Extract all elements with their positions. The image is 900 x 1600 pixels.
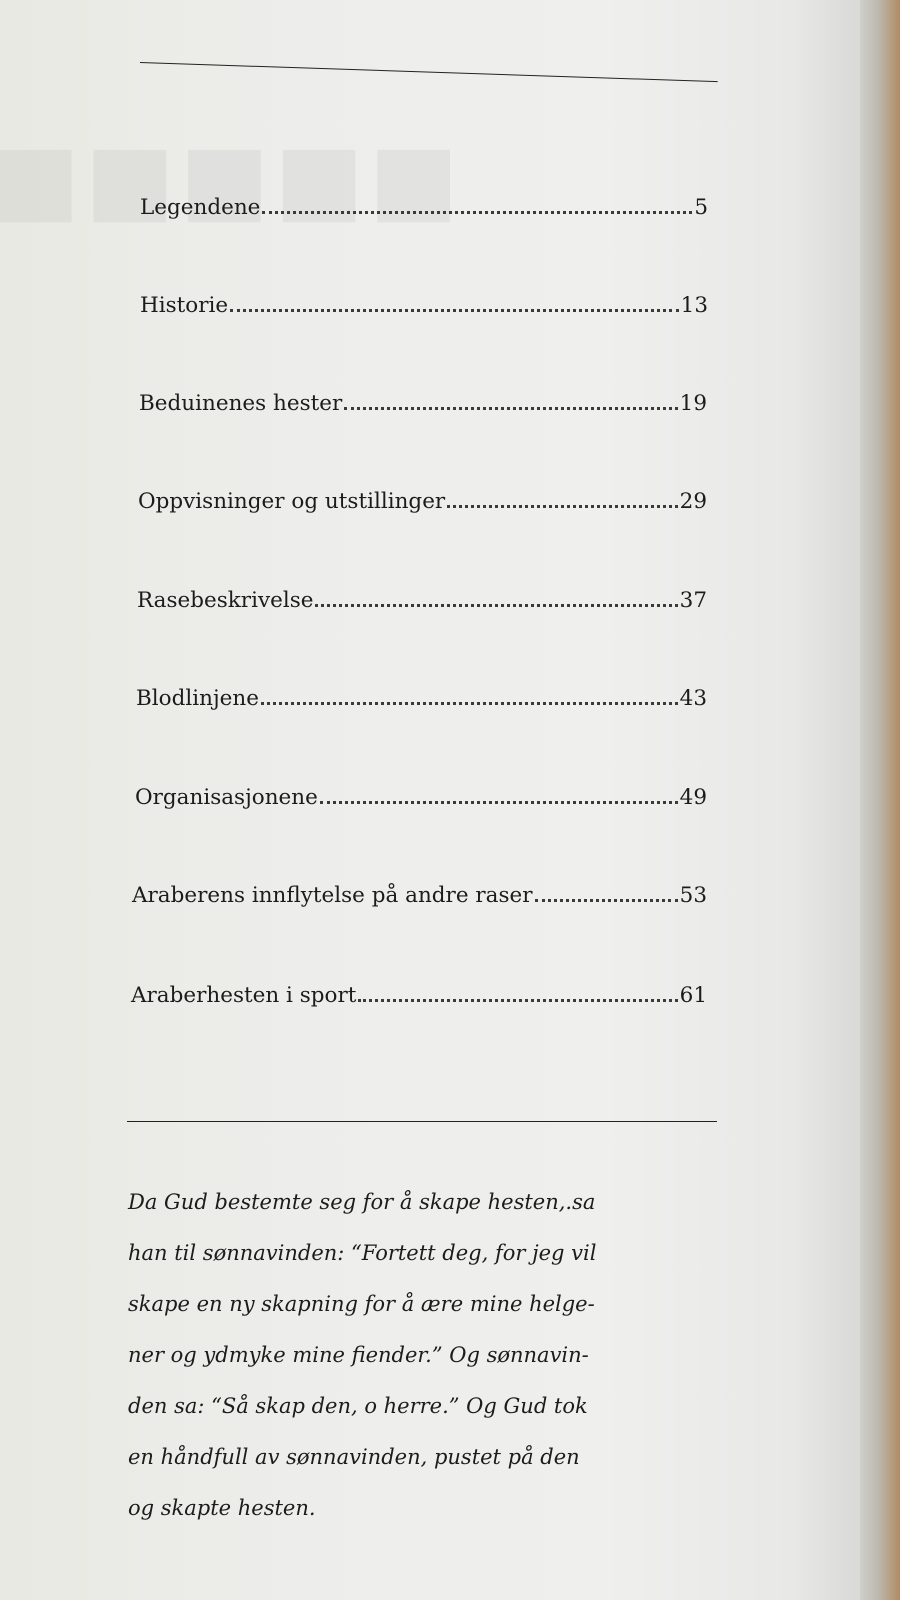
dot-leader <box>535 899 678 902</box>
toc-entry-page: 53 <box>679 882 707 908</box>
toc-entry-page: 43 <box>679 685 707 711</box>
toc-entry-page: 13 <box>680 292 708 318</box>
toc-entry-beduinenes-hester <box>139 378 707 414</box>
dot-leader <box>315 604 677 607</box>
toc-entry-title: Araberens innflytelse på andre raser <box>132 882 533 908</box>
toc-entry-title: Oppvisninger og utstillinger <box>138 488 446 514</box>
toc-entry-title: Blodlinjene <box>136 685 259 711</box>
toc-entry-page: 61 <box>679 982 707 1008</box>
dot-leader <box>261 702 678 705</box>
toc-entry-page: 19 <box>679 390 707 416</box>
toc-entry-page: 49 <box>679 784 707 810</box>
toc-entry-page: 29 <box>679 488 707 514</box>
toc-entry-blodlinjene <box>136 673 707 709</box>
dot-leader <box>230 309 679 312</box>
quote-line: skape en ny skapning for å ære mine helge- <box>128 1292 595 1316</box>
toc-entry-page: 5 <box>694 194 708 220</box>
toc-entry-title: Historie <box>140 292 229 318</box>
toc-entry-title: Legendene <box>140 194 261 220</box>
toc-entry-oppvisninger <box>138 476 707 512</box>
dot-leader <box>447 505 677 508</box>
toc-entry-araberhesten-i-sport <box>131 970 707 1006</box>
toc-entry-araberens-innflytelse <box>132 870 707 906</box>
dot-leader <box>358 999 677 1002</box>
quote-line: den sa: “Så skap den, o herre.” Og Gud tok <box>128 1394 588 1418</box>
toc-entry-title: Rasebeskrivelse <box>137 587 314 613</box>
book-page-edge <box>860 0 900 1600</box>
quote-line: han til sønnavinden: “Fortett deg, for jeg vil <box>128 1241 597 1265</box>
dot-leader <box>262 211 692 214</box>
quote-line: ner og ydmyke mine fiender.” Og sønnavin- <box>128 1343 589 1367</box>
toc-entry-title: Organisasjonene <box>135 784 318 810</box>
epigraph-quote <box>128 1187 728 1544</box>
toc-entry-historie <box>140 280 708 316</box>
toc-entry-organisasjonene <box>135 772 707 808</box>
bottom-divider <box>127 1121 717 1122</box>
toc-entry-title: Araberhesten i sport <box>131 982 357 1008</box>
quote-line: og skapte hesten. <box>128 1496 316 1520</box>
toc-entry-legendene <box>140 182 708 218</box>
toc-entry-title: Beduinenes hester <box>139 390 343 416</box>
quote-line: Da Gud bestemte seg for å skape hesten,.sa <box>128 1190 596 1214</box>
dot-leader <box>320 801 678 804</box>
dot-leader <box>344 407 677 410</box>
toc-entry-rasebeskrivelse <box>137 575 707 611</box>
quote-line: en håndfull av sønnavinden, pustet på den <box>128 1445 580 1469</box>
toc-entry-page: 37 <box>679 587 707 613</box>
